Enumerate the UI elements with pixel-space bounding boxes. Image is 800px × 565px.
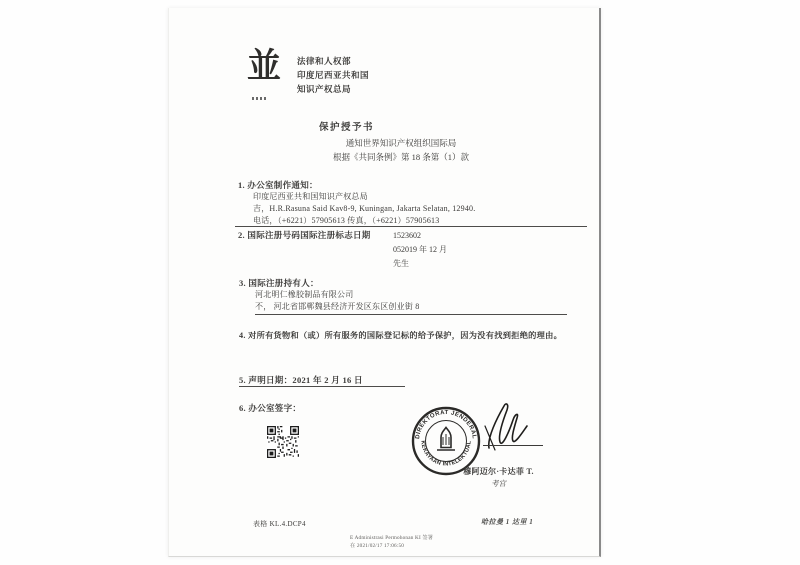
divider-line-1 (235, 226, 587, 227)
letterhead-line-2: 印度尼西亚共和国 (297, 70, 370, 80)
signer-role: 考官 (491, 479, 506, 488)
stamp-arc-bottom-text: KEKAYAAN INTELEKTUAL (419, 440, 473, 468)
document-subtitle (231, 137, 571, 164)
letterhead-line-1: 法律和人权部 (297, 56, 352, 66)
office-name: 印度尼西亚共和国知识产权总局 (253, 192, 368, 201)
section-1-body (253, 191, 475, 228)
scanned-document-page (168, 8, 601, 557)
section-4-heading: 4. 对所有货物和（或）所有服务的国际登记标的给予保护，因为没有找到拒绝的理由。 (239, 331, 563, 340)
holder-name: 河北明仁橡胶制品有限公司 (255, 290, 354, 299)
signer-block (431, 466, 566, 489)
section-5-heading: 5. 声明日期：2021 年 2 月 16 日 (239, 375, 363, 385)
registration-date: 052019 年 12 月 (393, 245, 447, 254)
office-phone-fax: 电话，（+6221）57905613 传真，（+6221）57905613 (253, 216, 440, 226)
section-6-heading: 6. 办公室签字： (239, 403, 302, 413)
footer-meta (350, 535, 433, 550)
letterhead (297, 54, 369, 96)
registration-number: 1523602 (393, 231, 421, 240)
footer-meta-line-2: 在 2021/02/17 17:06:50 (350, 542, 405, 549)
registration-extra: 先生 (393, 259, 409, 268)
footer-page-number: 哈拉曼 1 达里 1 (481, 518, 534, 526)
divider-line-3 (255, 314, 567, 315)
footer-meta-line-1: E Administrasi Permohonan KI 签署 (350, 535, 434, 541)
signature-scribble (455, 400, 547, 452)
footer-form-number: 表格 KL.4.DCP4 (253, 520, 306, 528)
logo-caption-smudge (252, 97, 267, 100)
document-title: 保护授予书 (319, 123, 375, 133)
divider-line-5 (239, 386, 405, 387)
section-1-heading: 1. 办公室制作通知： (238, 180, 318, 190)
section-3-body (255, 289, 419, 313)
qr-code (267, 426, 299, 458)
subtitle-line-2: 根据《共同条例》第 18 条第（1）款 (332, 151, 469, 162)
subtitle-line-1: 通知世界知识产权组织国际局 (345, 138, 457, 148)
stamp-arc-top-text: DIREKTORAT JENDERAL (415, 409, 477, 440)
ministry-logo-icon: 並 (247, 48, 281, 85)
section-2-heading: 2. 国际注册号码国际注册标志日期 (238, 230, 371, 240)
stamp-emblem-icon (437, 428, 455, 451)
holder-address: 不， 河北省邯郸魏县经济开发区东区创业街 8 (255, 302, 420, 312)
section-2-values (393, 229, 447, 271)
letterhead-line-3: 知识产权总局 (297, 84, 352, 94)
section-3-heading: 3. 国际注册持有人： (239, 278, 319, 288)
office-address: 吉，H.R.Rasuna Said Kav8-9, Kuningan, Jakarta Selatan, 12940. (253, 204, 476, 214)
signer-name: 穆阿迈尔·卡达菲 T. (463, 467, 534, 476)
